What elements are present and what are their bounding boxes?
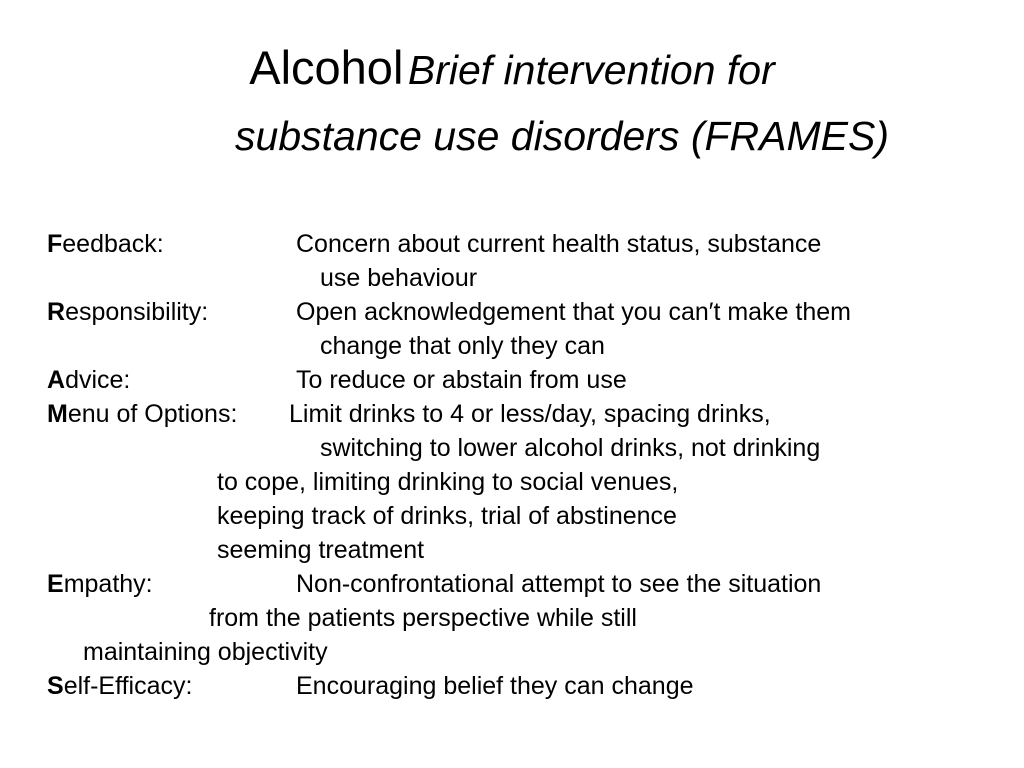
definition-feedback: Concern about current health status, substance [296,230,822,258]
term-menu-of-options [47,397,237,431]
term-initial: A [47,366,66,394]
term-responsibility [47,295,208,329]
term-initial: R [47,298,66,326]
definition-continuation: to cope, limiting drinking to social venues, [217,468,679,496]
term-initial: S [47,672,64,700]
term-rest: elf-Efficacy: [63,672,193,700]
term-self-efficacy [47,669,192,703]
definition-continuation: keeping track of drinks, trial of abstinence [217,502,677,530]
definition-empathy: Non-confrontational attempt to see the situation [296,570,822,598]
definition-advice: To reduce or abstain from use [296,366,627,394]
definition-continuation: change that only they can [320,332,605,360]
definition-self-efficacy: Encouraging belief they can change [296,672,694,700]
term-rest: eedback: [62,230,164,258]
definition-continuation: maintaining objectivity [83,638,328,666]
term-initial: M [47,400,68,428]
term-rest: enu of Options: [67,400,238,428]
definition-responsibility: Open acknowledgement that you can′t make them [296,298,852,326]
definition-continuation: switching to lower alcohol drinks, not drinking [320,434,821,462]
definition-continuation: seeming treatment [217,536,425,564]
title-main: Alcohol [249,41,404,94]
title-italic-line2: substance use disorders (FRAMES) [235,113,889,159]
definition-continuation: from the patients perspective while still [209,604,637,632]
definition-menu-of-options: Limit drinks to 4 or less/day, spacing drinks, [289,400,771,428]
term-empathy [47,567,153,601]
term-rest: mpathy: [63,570,153,598]
term-rest: dvice: [65,366,131,394]
term-initial: E [47,570,64,598]
title-italic-line1: Brief intervention for [407,47,775,93]
term-rest: esponsibility: [65,298,209,326]
term-advice [47,363,130,397]
term-feedback [47,227,164,261]
definition-continuation: use behaviour [320,264,478,292]
term-initial: F [47,230,63,258]
